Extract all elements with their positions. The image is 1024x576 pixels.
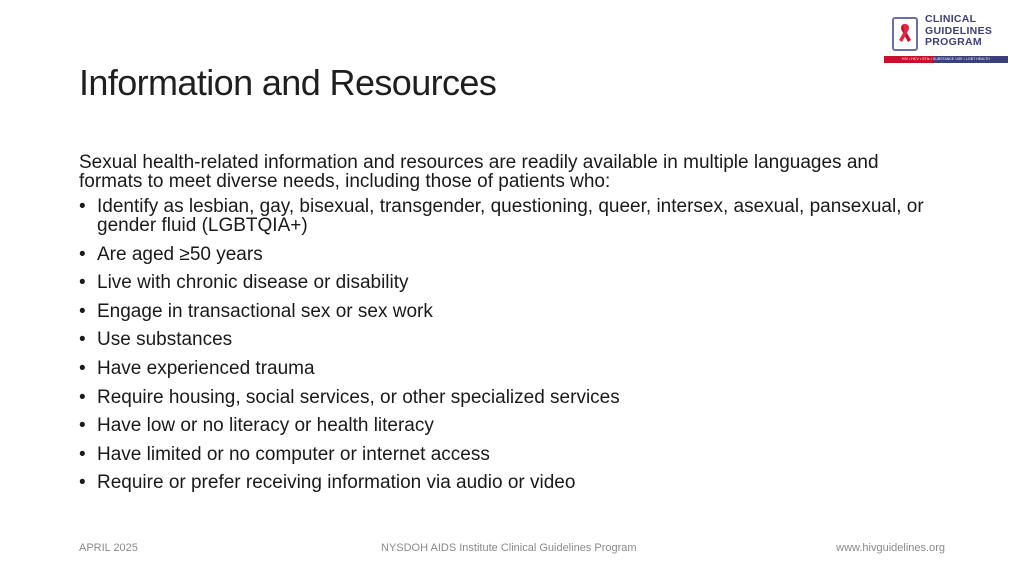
logo-wordmark <box>925 14 992 49</box>
bullet-item <box>79 416 959 435</box>
bullet-text: Have low or no literacy or health literacy <box>97 415 434 437</box>
bullet-text: Require housing, social services, or other specialized services <box>97 386 620 408</box>
bullet-marker: • <box>79 329 86 351</box>
logo-line-2: GUIDELINES <box>925 24 993 37</box>
bullet-item <box>79 330 959 349</box>
bullet-item <box>79 245 959 264</box>
bullet-marker: • <box>79 443 86 465</box>
bullet-text: Are aged ≥50 years <box>97 243 263 265</box>
bullet-text: Have experienced trauma <box>97 357 315 379</box>
bullet-marker: • <box>79 386 86 408</box>
bullet-item <box>79 273 959 292</box>
bullet-marker: • <box>79 415 86 437</box>
bullet-marker: • <box>79 243 86 265</box>
footer-date: APRIL 2025 <box>79 542 138 554</box>
bullet-text: Identify as lesbian, gay, bisexual, transgender, questioning, queer, intersex, asexual, pansexual, or gender fluid (LGBTQIA+) <box>97 196 924 236</box>
bullet-item <box>79 388 959 407</box>
bullet-text: Have limited or no computer or internet access <box>97 443 490 465</box>
intro-text: Sexual health-related information and resources are readily available in multiple languages and formats to meet diverse needs, including those of patients who: <box>79 152 879 192</box>
bullet-marker: • <box>79 300 86 322</box>
bullet-marker: • <box>79 472 86 494</box>
bullet-text: Use substances <box>97 329 233 351</box>
logo-tagline: HIV • HCV • STIs • SUBSTANCE USE • LGBT HEALTH <box>884 56 1008 63</box>
logo-badge <box>892 17 918 51</box>
bullet-list <box>79 197 959 492</box>
bullet-text: Engage in transactional sex or sex work <box>97 300 433 322</box>
footer-website: www.hivguidelines.org <box>836 542 945 554</box>
bullet-item <box>79 302 959 321</box>
logo-line-3: PROGRAM <box>925 36 982 48</box>
bullet-item <box>79 359 959 378</box>
bullet-marker: • <box>79 272 86 294</box>
clinical-guidelines-logo <box>884 12 1008 64</box>
logo-line-1: CLINICAL <box>925 13 977 25</box>
slide-body <box>79 153 959 502</box>
slide-title: Information and Resources <box>79 62 497 103</box>
bullet-marker: • <box>79 196 86 217</box>
bullet-item <box>79 445 959 464</box>
bullet-text: Live with chronic disease or disability <box>97 272 409 294</box>
bullet-text: Require or prefer receiving information via audio or video <box>97 472 576 494</box>
footer-program: NYSDOH AIDS Institute Clinical Guidelines Program <box>381 542 637 554</box>
bullet-marker: • <box>79 357 86 379</box>
red-ribbon-icon <box>896 22 914 46</box>
bullet-item <box>79 197 959 235</box>
bullet-item <box>79 473 959 492</box>
